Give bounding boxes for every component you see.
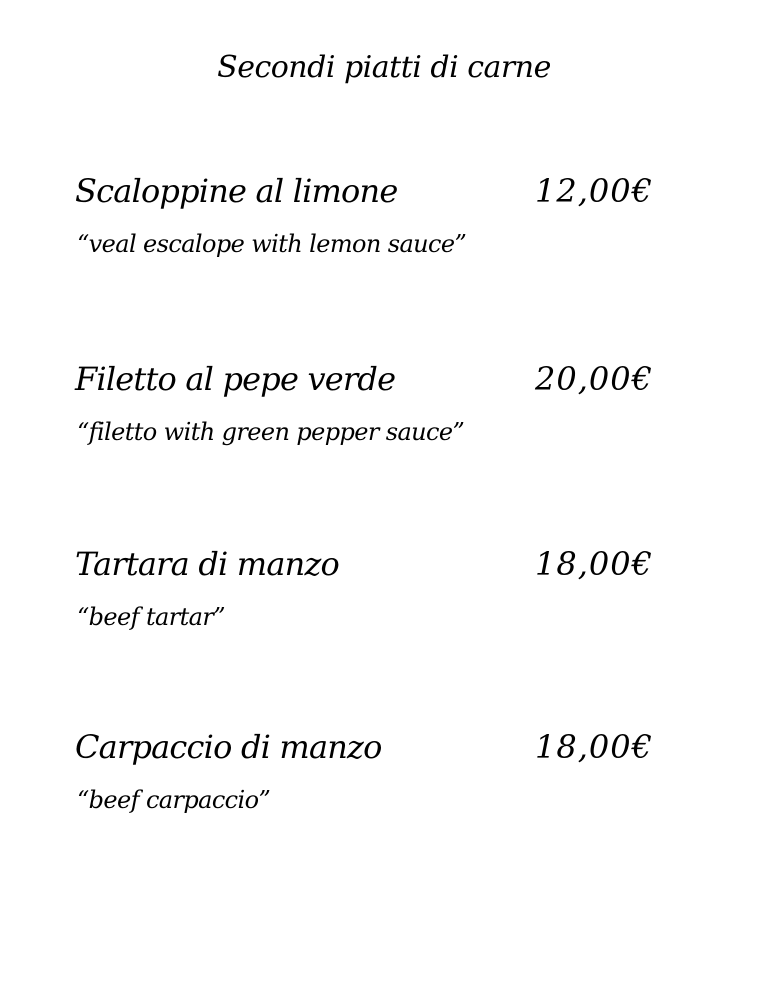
dish-name: Tartara di manzo [75,545,339,583]
dish-row [75,728,695,772]
dish-row [75,172,695,216]
menu-item [75,172,695,258]
menu-title: Secondi piatti di carne [217,50,551,85]
dish-row [75,545,695,589]
dish-translation: “beef carpaccio” [77,786,271,814]
dish-name: Carpaccio di manzo [75,728,382,766]
menu-item [75,545,695,631]
menu-item [75,728,695,814]
dish-price: 20,00€ [535,360,653,398]
dish-price: 18,00€ [535,728,653,766]
dish-name: Filetto al pepe verde [75,360,396,398]
dish-translation: “beef tartar” [77,603,225,631]
dish-price: 12,00€ [535,172,653,210]
dish-price: 18,00€ [535,545,653,583]
dish-row [75,360,695,404]
dish-translation: “veal escalope with lemon sauce” [77,230,467,258]
menu-item [75,360,695,446]
dish-name: Scaloppine al limone [75,172,398,210]
dish-translation: “filetto with green pepper sauce” [77,418,465,446]
